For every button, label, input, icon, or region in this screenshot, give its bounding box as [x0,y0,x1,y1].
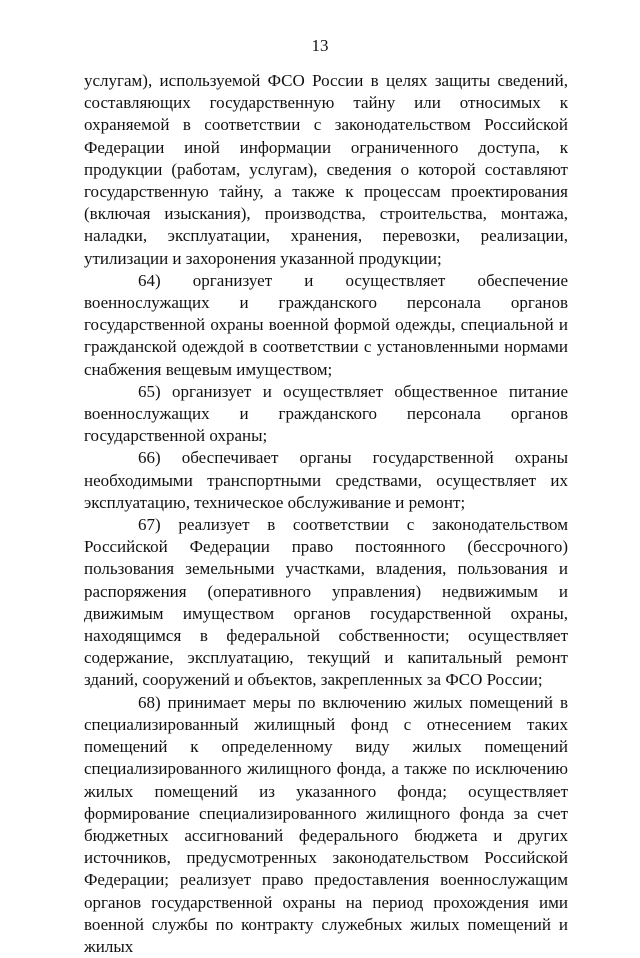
page-number: 13 [311,36,329,55]
paragraph-item-64: 64) организует и осуществляет обеспечение военнослужащих и гражданского персонала органов государственной охраны военной формой одежды, специальной и гражданской одеждой в соответствии с установленными нормами снабжения вещевым имуществом; [84,270,568,379]
paragraph-item-66: 66) обеспечивает органы государственной охраны необходимыми транспортными средствами, осуществляет их эксплуатацию, техническое обслуживание и ремонт; [84,448,568,512]
paragraph-item-68: 68) принимает меры по включению жилых помещений в специализированный жилищный фонд с отнесением таких помещений к определенному виду жилых помещений специализированного жилищного фонда, а также по исключению жилых помещений из указанного фонда; осуществляет формирование специализированного жилищного фонда за счет бюджетных ассигнований федерального бюджета и других источников, предусмотренных законодательством Российской Федерации; реализует право предоставления военнослужащим органов государственной охраны на период прохождения ими военной службы по контракту служебных жилых помещений и жилых [84,692,568,956]
paragraph-continued: услугам), используемой ФСО России в целях защиты сведений, составляющих государственную тайну или относимых к охраняемой в соответствии с законодательством Российской Федерации иной информации ограниченного доступа, к продукции (работам, услугам), сведения о которой составляют государственную тайну, а также к процессам проектирования (включая изыскания), производства, строительства, монтажа, наладки, эксплуатации, хранения, перевозки, реализации, утилизации и захоронения указанной продукции; [84,71,568,268]
document-body [84,70,568,958]
paragraph-item-65: 65) организует и осуществляет общественное питание военнослужащих и гражданского персонала органов государственной охраны; [84,381,568,446]
paragraph-item-67: 67) реализует в соответствии с законодательством Российской Федерации право постоянного (бессрочного) пользования земельными участками, владения, пользования и распоряжения (оперативного управления) недвижимым и движимым имуществом органов государственной охраны, находящимся в федеральной собственности; осуществляет содержание, эксплуатацию, текущий и капитальный ремонт зданий, сооружений и объектов, закрепленных за ФСО России; [84,515,568,690]
